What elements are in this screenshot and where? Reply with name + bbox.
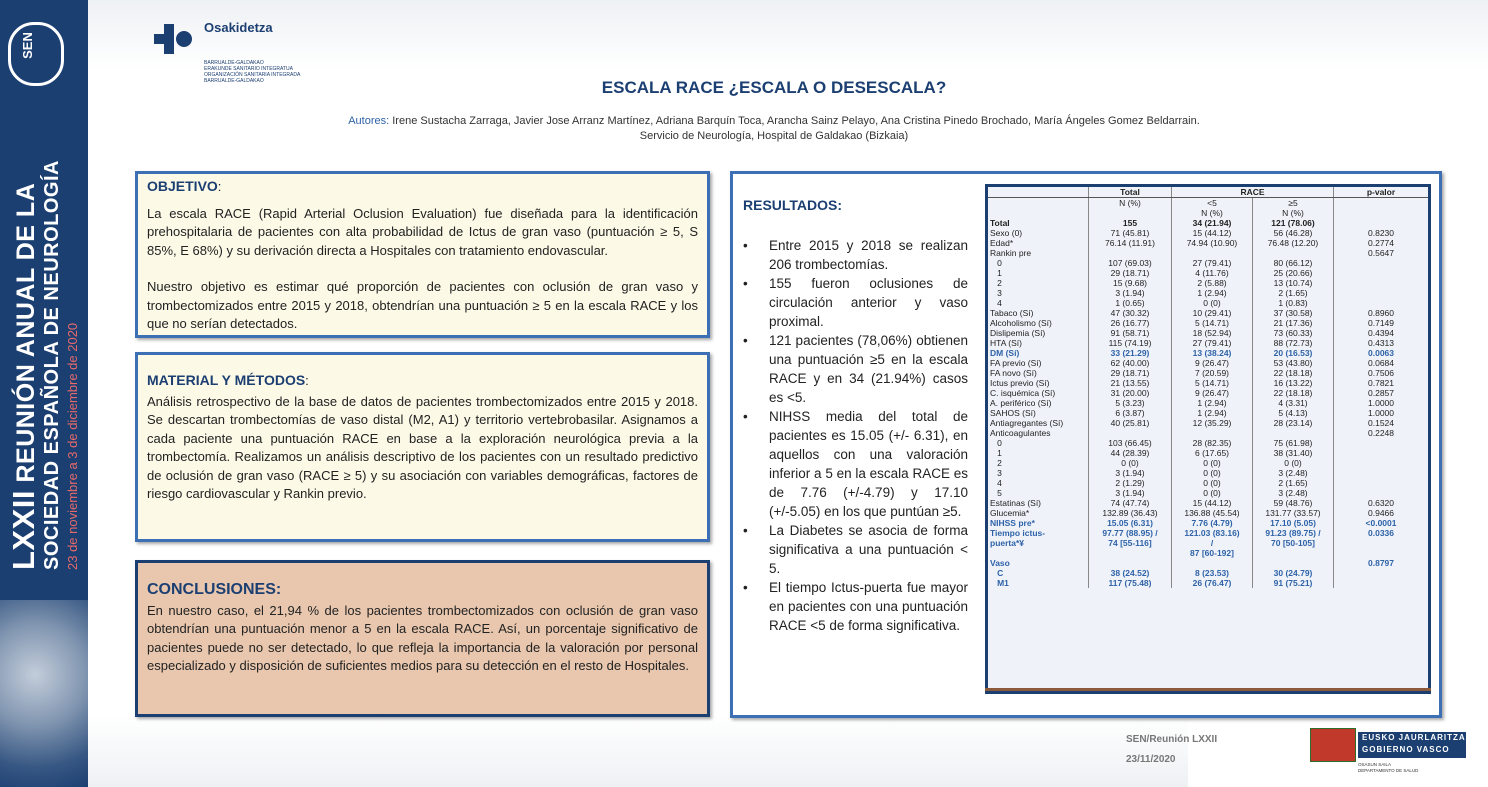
table-cell: 0.8230 — [1334, 228, 1429, 238]
table-cell — [1089, 548, 1172, 558]
gov-line1: EUSKO JAURLARITZA — [1362, 733, 1466, 742]
table-cell: 2 — [990, 458, 1002, 468]
authors-names: Irene Sustacha Zarraga, Javier Jose Arranz Martínez, Adriana Barquín Toca, Arancha Sainz Pelayo, Ana Cristina Pinedo Brochado, María Ángeles Gomez Beldarrain. — [389, 115, 1200, 127]
table-cell — [1334, 258, 1429, 268]
table-cell: 12 (35.29) — [1172, 418, 1253, 428]
gov-subtitle: OSASUN SAILA DEPARTAMENTO DE SALUD — [1358, 762, 1419, 773]
table-cell: 80 (66.12) — [1253, 258, 1334, 268]
table-cell: 37 (30.58) — [1253, 308, 1334, 318]
table-cell — [1334, 578, 1429, 588]
table-cell — [1172, 428, 1253, 438]
table-cell: 10 (29.41) — [1172, 308, 1253, 318]
table-cell — [1334, 488, 1429, 498]
table-bottom-rule — [985, 688, 1431, 691]
table-cell — [1089, 248, 1172, 258]
brain-decoration — [0, 600, 88, 787]
col-pvalor: p-valor — [1334, 187, 1429, 198]
table-row — [988, 458, 1428, 468]
table-row — [988, 308, 1428, 318]
table-cell: 2 (1.65) — [1253, 478, 1334, 488]
table-cell: Estatinas (Sí) — [990, 498, 1042, 508]
table-row — [988, 538, 1428, 548]
table-cell — [1253, 428, 1334, 438]
table-cell: 1 — [990, 448, 1002, 458]
table-cell: 28 (23.14) — [1253, 418, 1334, 428]
footer-date: 23/11/2020 — [1126, 754, 1176, 765]
table-cell: 31 (20.00) — [1089, 388, 1172, 398]
table-cell: Anticoagulantes — [990, 428, 1051, 438]
table-cell: 13 (10.74) — [1253, 278, 1334, 288]
resultados-item: • Entre 2015 y 2018 se realizan 206 trombectomías. — [743, 236, 968, 274]
table-row — [988, 348, 1428, 358]
table-cell: 9 (26.47) — [1172, 388, 1253, 398]
table-cell: 2 (5.88) — [1172, 278, 1253, 288]
table-cell: 0.4313 — [1334, 338, 1429, 348]
table-cell: 3 — [990, 288, 1002, 298]
resultados-item: • El tiempo Ictus-puerta fue mayor en pacientes con una puntuación RACE <5 de forma significativa. — [743, 578, 968, 635]
table-row — [988, 428, 1428, 438]
table-row — [988, 568, 1428, 578]
table-cell: 0.7506 — [1334, 368, 1429, 378]
table-cell — [1334, 278, 1429, 288]
material-p1: Análisis retrospectivo de la base de datos de pacientes trombectomizados entre 2015 y 2018. Se descartan trombectomías de vaso distal (M2, A1) y territorio vertebrobasilar. Asignamos a cada paciente una puntuación RACE en base a la exploración neurológica previa a la trombectomía. Realizamos un análisis descriptivo de los pacientes con un resultado predictivo de oclusión de gran vaso (RACE ≥ 5) y su asociación con variables demográficas, factores de riesgo cardiovascular y Rankin previo. — [147, 393, 698, 501]
table-cell: 0 (0) — [1089, 458, 1172, 468]
table-cell: Rankin pre — [990, 248, 1032, 258]
table-cell: 15 (9.68) — [1089, 278, 1172, 288]
table-cell: 6 (17.65) — [1172, 448, 1253, 458]
table-cell: 1 (0.83) — [1253, 298, 1334, 308]
table-row — [988, 488, 1428, 498]
table-cell: 76.14 (11.91) — [1089, 238, 1172, 248]
table-cell: 0.0336 — [1334, 528, 1429, 538]
table-row — [988, 238, 1428, 248]
table-cell — [1334, 218, 1429, 228]
table-cell: 44 (28.39) — [1089, 448, 1172, 458]
table-cell: 28 (82.35) — [1172, 438, 1253, 448]
table-row — [988, 408, 1428, 418]
table-row — [988, 338, 1428, 348]
table-row — [988, 468, 1428, 478]
col-race: RACE — [1172, 187, 1334, 198]
table-cell — [1334, 298, 1429, 308]
table-cell: 2 (1.29) — [1089, 478, 1172, 488]
table-cell: 7.76 (4.79) — [1172, 518, 1253, 528]
table-cell: 0.7821 — [1334, 378, 1429, 388]
table-cell: 0.2857 — [1334, 388, 1429, 398]
table-cell: 18 (52.94) — [1172, 328, 1253, 338]
table-cell — [1334, 468, 1429, 478]
table-row — [988, 368, 1428, 378]
table-cell: 27 (79.41) — [1172, 258, 1253, 268]
table-cell: 91.23 (89.75) / — [1253, 528, 1334, 538]
table-cell: 0.4394 — [1334, 328, 1429, 338]
table-cell — [1253, 558, 1334, 568]
osakidetza-name: Osakidetza — [204, 20, 273, 35]
table-cell: 0.1524 — [1334, 418, 1429, 428]
table-cell: Vaso — [990, 558, 1010, 568]
table-cell: 136.88 (45.54) — [1172, 508, 1253, 518]
table-cell: C — [990, 568, 1004, 578]
table-cell: 34 (21.94) — [1172, 218, 1253, 228]
table-cell: puerta*¥ — [990, 538, 1025, 548]
table-row — [988, 358, 1428, 368]
table-cell: 0.7149 — [1334, 318, 1429, 328]
table-row — [988, 448, 1428, 458]
table-cell: Tiempo ictus- — [990, 528, 1046, 538]
table-cell: 40 (25.81) — [1089, 418, 1172, 428]
footer-line1: SEN/Reunión LXXII — [1126, 734, 1218, 745]
table-cell: 5 (4.13) — [1253, 408, 1334, 418]
table-cell: Ictus previo (Sí) — [990, 378, 1050, 388]
table-cell: DM (Sí) — [990, 348, 1020, 358]
table-cell: 91 (58.71) — [1089, 328, 1172, 338]
table-cell: 62 (40.00) — [1089, 358, 1172, 368]
table-cell: 1.0000 — [1334, 398, 1429, 408]
table-cell: 91 (75.21) — [1253, 578, 1334, 588]
table-cell: 4 (3.31) — [1253, 398, 1334, 408]
resultados-item: • 155 fueron oclusiones de circulación anterior y vaso proximal. — [743, 274, 968, 331]
table-cell: 155 — [1089, 218, 1172, 228]
table-row — [988, 398, 1428, 408]
table-cell: 71 (45.81) — [1089, 228, 1172, 238]
table-row — [988, 578, 1428, 588]
table-cell: 16 (13.22) — [1253, 378, 1334, 388]
table-cell: 97.77 (88.95) / — [1089, 528, 1172, 538]
table-cell: 117 (75.48) — [1089, 578, 1172, 588]
authors — [0, 114, 1488, 144]
resultados-heading: RESULTADOS: — [743, 197, 843, 213]
table-cell: 5 (14.71) — [1172, 378, 1253, 388]
resultados-item: • NIHSS media del total de pacientes es 15.05 (+/- 6.31), en aquellos con una valoración inferior a 5 en la escala RACE es de 7.76 (+/-4.79) y 17.10 (+/-5.05) en los que puntúan ≥5. — [743, 407, 968, 521]
osakidetza-mark-icon — [154, 24, 194, 54]
table-cell: 5 (14.71) — [1172, 318, 1253, 328]
table-cell: 74 (47.74) — [1089, 498, 1172, 508]
table-cell: 0 — [990, 438, 1002, 448]
table-cell: 27 (79.41) — [1172, 338, 1253, 348]
table-cell: / — [1172, 538, 1253, 548]
table-cell: 4 (11.76) — [1172, 268, 1253, 278]
table-cell: 21 (17.36) — [1253, 318, 1334, 328]
table-cell: 7 (20.59) — [1172, 368, 1253, 378]
col-total: Total — [1089, 187, 1172, 198]
table-cell: SAHOS (Sí) — [990, 408, 1036, 418]
table-cell — [1253, 248, 1334, 258]
table-cell: 2 — [990, 278, 1002, 288]
objetivo-p1: La escala RACE (Rapid Arterial Oclusion Evaluation) fue diseñada para la identificación prehospitalaria de pacientes con alta probabilidad de Ictus de gran vaso (puntuación ≥ 5, S 85%, E 68%) y su derivación directa a Hospitales con tratamiento endovascular. — [147, 205, 698, 258]
table-row — [988, 518, 1428, 528]
sen-logo-text: SEN — [19, 32, 35, 59]
table-row — [988, 298, 1428, 308]
table-cell: 29 (18.71) — [1089, 368, 1172, 378]
poster-title: ESCALA RACE ¿ESCALA O DESESCALA? — [601, 78, 947, 97]
table-cell: 15 (44.12) — [1172, 498, 1253, 508]
table-row — [988, 508, 1428, 518]
table-cell: 0 (0) — [1253, 458, 1334, 468]
table-cell: 0.0684 — [1334, 358, 1429, 368]
results-table: Total RACE p-valor N (%) <5 ≥5 N (%) N (%) Total 155 34 (21.94) 121 (78.06) Sexo (0) 71 (45.81) 15 (44.12) 56 (46.28) 0.8230 Edad* 76.14 (11.91) 74.94 (10.90) 76.48 (12.20) 0.2774 Rankin pre 0.5647 0 107 (69.03) 27 (79.41) 80 (66.12) 1 29 (18.71) 4 (11.76) 25 (20.66) 2 15 (9.68) 2 (5.88) 13 (10.74) 3 3 (1.94) 1 (2.94) 2 (1.65) 4 1 (0.65) 0 (0) 1 (0.83) Tabaco (Sí) 47 (30.32) 10 (29.41) 37 (30.58) 0.8960 Alcoholismo (Sí) 26 (16.77) 5 (14.71) 21 (17.36) 0.7149 Dislipemia (Sí) 91 (58.71) 18 (52.94) 73 (60.33) 0.4394 HTA (Sí) 115 (74.19) 27 (79.41) 88 (72.73) 0.4313 DM (Sí) 33 (21.29) 13 (38.24) 20 (16.53) 0.0063 FA previo (Sí) 62 (40.00) 9 (26.47) 53 (43.80) 0.0684 FA novo (Sí) 29 (18.71) 7 (20.59) 22 (18.18) 0.7506 Ictus previo (Sí) 21 (13.55) 5 (14.71) 16 (13.22) 0.7821 C. isquémica (Sí) 31 (20.00) 9 (26.47) 22 (18.18) 0.2857 A. periférico (Sí) 5 (3.23) 1 (2.94) 4 (3.31) 1.0000 SAHOS (Sí) 6 (3.87) 1 (2.94) 5 (4.13) 1.0000 Antiagregantes (Sí) 40 (25.81) 12 (35.29) 28 (23.14) 0.1524 Anticoagulantes 0.2248 0 103 (66.45) 28 (82.35) 75 (61.98) 1 44 (28.39) 6 (17.65) 38 (31.40) 2 0 (0) 0 (0) 0 (0) 3 3 (1.94) 0 (0) 3 (2.48) 4 2 (1.29) 0 (0) 2 (1.65) 5 3 (1.94) 0 (0) 3 (2.48) Estatinas (Sí) 74 (47.74) 15 (44.12) 59 (48.76) 0.6320 Glucemia* 132.89 (36.43) 136.88 (45.54) 131.77 (33.57) 0.9466 NIHSS pre* 15.05 (6.31) 7.76 (4.79) 17.10 (5.05) <0.0001 Tiempo ictus- 97.77 (88.95) / 121.03 (83.16) 91.23 (89.75) / 0.0336 puerta*¥ 74 [55-116] / 70 [50-105] 87 [60-192] Vaso 0.8797 C 38 (24.52) 8 (23.53) 30 (24.79) M1 117 (75.48) 26 (76.47) 91 (75.21) — [988, 187, 1428, 588]
table-cell: 13 (38.24) — [1172, 348, 1253, 358]
table-cell: 53 (43.80) — [1253, 358, 1334, 368]
gov-shield-icon — [1310, 728, 1356, 762]
table-row — [988, 268, 1428, 278]
table-cell: Total — [990, 218, 1010, 228]
table-row — [988, 438, 1428, 448]
table-cell: 8 (23.53) — [1172, 568, 1253, 578]
table-cell: 75 (61.98) — [1253, 438, 1334, 448]
sidebar-line1: REUNIÓN ANUAL DE LA — [12, 182, 40, 483]
table-cell: 0 (0) — [1172, 488, 1253, 498]
table-cell: 3 (2.48) — [1253, 488, 1334, 498]
table-cell: 0.2774 — [1334, 238, 1429, 248]
table-row — [988, 558, 1428, 568]
table-row — [988, 548, 1428, 558]
table-cell: 121 (78.06) — [1253, 218, 1334, 228]
table-row — [988, 378, 1428, 388]
table-cell: Dislipemia (Sí) — [990, 328, 1046, 338]
table-cell: <0.0001 — [1334, 518, 1429, 528]
table-cell: 0.9466 — [1334, 508, 1429, 518]
table-cell: 107 (69.03) — [1089, 258, 1172, 268]
table-cell — [1089, 428, 1172, 438]
table-cell: 1.0000 — [1334, 408, 1429, 418]
table-cell — [1334, 438, 1429, 448]
table-cell: 76.48 (12.20) — [1253, 238, 1334, 248]
table-row — [988, 328, 1428, 338]
table-cell — [1334, 568, 1429, 578]
table-cell: 59 (48.76) — [1253, 498, 1334, 508]
table-cell: 3 — [990, 468, 1002, 478]
conclusiones-heading: CONCLUSIONES: — [147, 581, 282, 598]
table-cell: 0.0063 — [1334, 348, 1429, 358]
table-cell: 22 (18.18) — [1253, 388, 1334, 398]
table-cell: 1 (0.65) — [1089, 298, 1172, 308]
table-cell: 38 (31.40) — [1253, 448, 1334, 458]
table-row — [988, 288, 1428, 298]
table-cell: HTA (Sí) — [990, 338, 1022, 348]
table-cell: 0 (0) — [1172, 298, 1253, 308]
resultados-list — [743, 236, 968, 635]
table-cell: 0 (0) — [1172, 478, 1253, 488]
table-cell: 33 (21.29) — [1089, 348, 1172, 358]
resultados-item: • La Diabetes se asocia de forma significativa a una puntuación < 5. — [743, 521, 968, 578]
gov-line2: GOBIERNO VASCO — [1362, 745, 1450, 754]
table-cell: 5 (3.23) — [1089, 398, 1172, 408]
table-cell: 15 (44.12) — [1172, 228, 1253, 238]
table-cell: Alcoholismo (Sí) — [990, 318, 1052, 328]
table-cell: 4 — [990, 478, 1002, 488]
table-row — [988, 478, 1428, 488]
table-cell: 1 (2.94) — [1172, 408, 1253, 418]
table-cell: Sexo (0) — [990, 228, 1023, 238]
resultados-box — [730, 171, 1442, 718]
table-cell: 25 (20.66) — [1253, 268, 1334, 278]
table-cell: 88 (72.73) — [1253, 338, 1334, 348]
table-cell: 26 (16.77) — [1089, 318, 1172, 328]
objetivo-p2: Nuestro objetivo es estimar qué proporción de pacientes con oclusión de gran vaso y trombectomizados entre 2015 y 2018, obtendrían una puntuación ≥ 5 en la escala RACE y los que no serían detectados. — [147, 279, 698, 331]
table-cell: 0 — [990, 258, 1002, 268]
table-cell: Edad* — [990, 238, 1014, 248]
table-row — [988, 218, 1428, 228]
table-cell: 26 (76.47) — [1172, 578, 1253, 588]
table-cell: 74 [55-116] — [1089, 538, 1172, 548]
footer — [1126, 730, 1217, 770]
objetivo-box: OBJETIVO: La escala RACE (Rapid Arterial Oclusion Evaluation) fue diseñada para la identificación prehospitalaria de pacientes con alta probabilidad de Ictus de gran vaso (puntuación ≥ 5, S 85%, E 68%) y su derivación directa a Hospitales con tratamiento endovascular. Nuestro objetivo es estimar qué proporción de pacientes con oclusión de gran vaso y trombectomizados entre 2015 y 2018, obtendrían una puntuación ≥ 5 en la escala RACE y los que no serían detectados. — [135, 171, 710, 338]
table-cell: 131.77 (33.57) — [1253, 508, 1334, 518]
sidebar-edition: LXXII — [6, 489, 41, 570]
table-row — [988, 258, 1428, 268]
table-cell: 38 (24.52) — [1089, 568, 1172, 578]
table-cell: Antiagregantes (Sí) — [990, 418, 1064, 428]
table-cell: 3 (1.94) — [1089, 468, 1172, 478]
table-cell: 0.5647 — [1334, 248, 1429, 258]
resultados-item: • 121 pacientes (78,06%) obtienen una puntuación ≥5 en la escala RACE y en 34 (21.94%) casos es <5. — [743, 331, 968, 407]
table-row — [988, 248, 1428, 258]
table-cell: C. isquémica (Sí) — [990, 388, 1056, 398]
table-cell: 9 (26.47) — [1172, 358, 1253, 368]
table-cell: 2 (1.65) — [1253, 288, 1334, 298]
table-row — [988, 498, 1428, 508]
table-cell: 47 (30.32) — [1089, 308, 1172, 318]
table-cell: 56 (46.28) — [1253, 228, 1334, 238]
table-cell: FA previo (Sí) — [990, 358, 1042, 368]
sidebar-line2: SOCIEDAD ESPAÑOLA DE NEUROLOGÍA — [41, 160, 63, 570]
table-cell — [1172, 558, 1253, 568]
objetivo-heading: OBJETIVO — [147, 178, 218, 194]
bottom-decoration — [88, 715, 1188, 787]
table-cell: 15.05 (6.31) — [1089, 518, 1172, 528]
authors-label: Autores: — [348, 115, 390, 127]
table-cell: NIHSS pre* — [990, 518, 1035, 528]
table-cell: 115 (74.19) — [1089, 338, 1172, 348]
table-cell: 121.03 (83.16) — [1172, 528, 1253, 538]
table-cell: 21 (13.55) — [1089, 378, 1172, 388]
table-cell: 0.6320 — [1334, 498, 1429, 508]
conclusiones-p1: En nuestro caso, el 21,94 % de los pacientes trombectomizados con oclusión de gran vaso obtendrían una puntuación menor a 5 en la escala RACE. Así, un porcentaje significativo de pacientes puede no ser detectado, lo que refleja la importancia de la valoración por personal especializado y disposición de suficientes medios para su detección en el resto de Hospitales. — [147, 602, 698, 673]
table-row — [988, 528, 1428, 538]
table-cell — [1253, 548, 1334, 558]
table-cell: 103 (66.45) — [1089, 438, 1172, 448]
material-heading: MATERIAL Y MÉTODOS — [147, 372, 306, 388]
table-cell: 6 (3.87) — [1089, 408, 1172, 418]
table-cell: 0 (0) — [1172, 468, 1253, 478]
table-cell: 0.2248 — [1334, 428, 1429, 438]
table-cell: A. periférico (Sí) — [990, 398, 1052, 408]
table-cell: 1 — [990, 268, 1002, 278]
table-cell: 30 (24.79) — [1253, 568, 1334, 578]
table-cell: 3 (1.94) — [1089, 488, 1172, 498]
table-cell — [1334, 268, 1429, 278]
table-cell: 1 (2.94) — [1172, 398, 1253, 408]
table-cell: 70 [50-105] — [1253, 538, 1334, 548]
osakidetza-subtitle: BARRUALDE-GALDAKAO ERAKUNDE SANITARIO INTEGRATUA ORGANIZACIÓN SANITARIA INTEGRADA BARRUALDE-GALDAKAO — [204, 60, 301, 84]
table-cell: 17.10 (5.05) — [1253, 518, 1334, 528]
table-cell: 5 — [990, 488, 1002, 498]
table-cell — [1334, 478, 1429, 488]
table-cell — [988, 548, 1089, 558]
table-cell: Tabaco (Sí) — [990, 308, 1034, 318]
table-cell: 29 (18.71) — [1089, 268, 1172, 278]
table-cell: 22 (18.18) — [1253, 368, 1334, 378]
table-cell: 4 — [990, 298, 1002, 308]
table-cell: 0.8797 — [1334, 558, 1429, 568]
table-row — [988, 228, 1428, 238]
table-cell — [1334, 288, 1429, 298]
table-cell — [1334, 458, 1429, 468]
gobierno-vasco-logo — [1310, 728, 1470, 778]
sidebar-dates: 23 de noviembre a 3 de diciembre de 2020 — [65, 322, 80, 570]
table-cell — [1334, 548, 1429, 558]
table-cell: 3 (2.48) — [1253, 468, 1334, 478]
table-cell — [1334, 448, 1429, 458]
results-table-frame — [985, 184, 1431, 694]
table-cell: 132.89 (36.43) — [1089, 508, 1172, 518]
affiliation: Servicio de Neurología, Hospital de Galdakao (Bizkaia) — [639, 130, 909, 142]
table-row — [988, 318, 1428, 328]
table-cell: 0 (0) — [1172, 458, 1253, 468]
table-cell — [1089, 558, 1172, 568]
table-cell: 74.94 (10.90) — [1172, 238, 1253, 248]
table-cell: M1 — [990, 578, 1009, 588]
table-cell — [1334, 538, 1429, 548]
table-cell: Glucemia* — [990, 508, 1030, 518]
table-row — [988, 388, 1428, 398]
results-table-body — [988, 218, 1428, 588]
conclusiones-box — [135, 560, 710, 717]
table-cell: 3 (1.94) — [1089, 288, 1172, 298]
table-cell: 87 [60-192] — [1172, 548, 1253, 558]
table-row — [988, 418, 1428, 428]
material-box: MATERIAL Y MÉTODOS: Análisis retrospectivo de la base de datos de pacientes trombectomizados entre 2015 y 2018. Se descartan trombectomías de vaso distal (M2, A1) y territorio vertebrobasilar. Asignamos a cada paciente una puntuación RACE en base a la exploración neurológica previa a la trombectomía. Realizamos un análisis descriptivo de los pacientes con un resultado predictivo de oclusión de gran vaso (RACE ≥ 5) y su asociación con variables demográficas, factores de riesgo cardiovascular y Rankin previo. — [135, 352, 710, 542]
table-cell: FA novo (Sí) — [990, 368, 1037, 378]
table-cell — [1172, 248, 1253, 258]
table-cell: 0.8960 — [1334, 308, 1429, 318]
table-cell: 1 (2.94) — [1172, 288, 1253, 298]
table-cell: 20 (16.53) — [1253, 348, 1334, 358]
table-cell: 73 (60.33) — [1253, 328, 1334, 338]
table-row — [988, 278, 1428, 288]
